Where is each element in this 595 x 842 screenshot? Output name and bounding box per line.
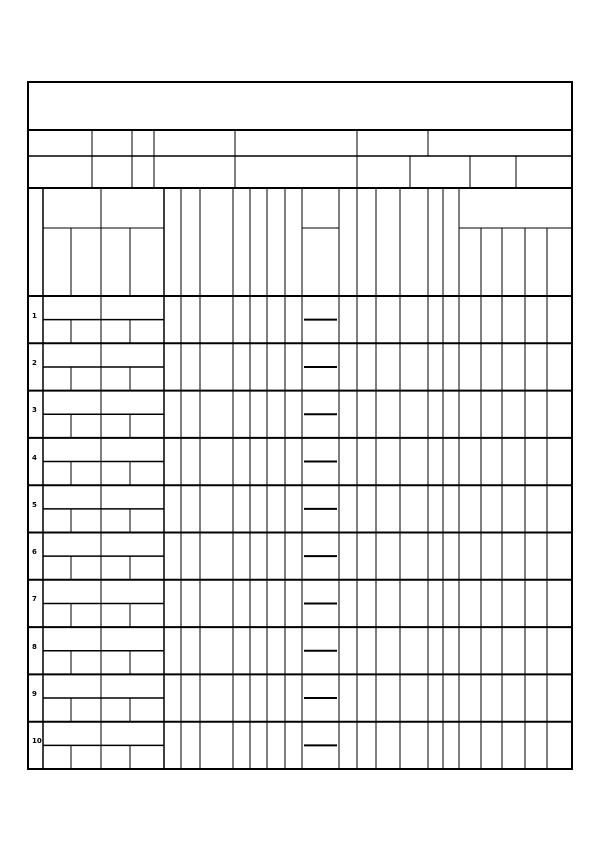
row-number: 1 [32,311,37,320]
row-number: 10 [32,737,42,746]
row-number: 6 [32,548,37,557]
row-number: 2 [32,358,37,367]
row-number: 3 [32,406,37,415]
row-number: 7 [32,595,37,604]
row-number: 8 [32,642,37,651]
row-number: 4 [32,453,37,462]
row-number: 9 [32,690,37,699]
row-number: 5 [32,500,37,509]
